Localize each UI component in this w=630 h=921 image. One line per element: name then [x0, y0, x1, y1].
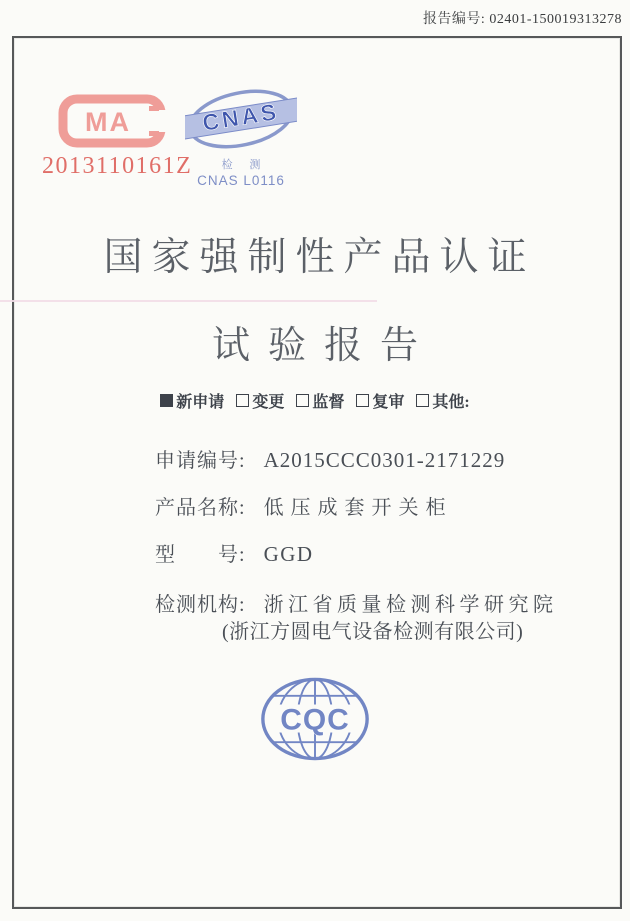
field-model: [155, 538, 314, 567]
cnas-registration-number: CNAS L0116: [197, 173, 285, 188]
cnas-caption-jiance: 检 测: [221, 159, 268, 171]
report-number-value: 02401-150019313278: [489, 12, 622, 27]
cma-logo: [42, 93, 193, 180]
field-value: 浙江省质量检测科学研究院: [263, 594, 558, 616]
checkbox-item-change: [236, 389, 284, 412]
checkbox-review: [356, 394, 369, 407]
checkbox-other: [416, 394, 429, 407]
sub-title: 试验报告: [211, 325, 436, 367]
checkbox-new-application: [160, 394, 173, 407]
cqc-mark-text: CQC: [280, 703, 350, 737]
field-application-number: [155, 444, 505, 473]
field-value: GGD: [263, 542, 314, 566]
checkbox-label: 新申请: [176, 394, 225, 411]
field-testing-organization-line2: (浙江方圆电气设备检测有限公司): [222, 621, 524, 643]
cnas-band-text: CNAS: [200, 98, 281, 136]
cma-certificate-number: 2013110161Z: [42, 153, 193, 179]
cqc-globe-icon: [259, 676, 371, 762]
checkbox-label: 监督: [312, 394, 345, 411]
checkbox-label: 变更: [252, 394, 285, 411]
cqc-logo: [258, 676, 372, 762]
main-title: 国家强制性产品认证: [103, 236, 536, 279]
cma-mark-icon: [57, 93, 167, 149]
field-label: 检测机构:: [155, 594, 246, 616]
report-number: [0, 8, 622, 28]
scan-artifact-line: [0, 300, 377, 302]
field-value: A2015CCC0301-2171229: [263, 448, 506, 472]
field-label: 产品名称:: [155, 497, 246, 519]
cnas-mark-icon: [185, 86, 297, 154]
checkbox-change: [236, 394, 249, 407]
report-number-label: 报告编号:: [422, 12, 486, 27]
checkbox-item-other: [416, 389, 469, 412]
cma-mark-text: MA: [85, 107, 131, 137]
cnas-logo: [184, 86, 298, 188]
field-label: 型 号:: [155, 544, 246, 566]
checkbox-label: 复审: [372, 394, 405, 411]
field-testing-organization: [155, 588, 558, 617]
application-type-row: [0, 389, 630, 412]
checkbox-item-supervision: [296, 389, 344, 412]
checkbox-label: 其他:: [432, 394, 470, 411]
field-value: 低压成套开关柜: [263, 497, 453, 519]
checkbox-item-new-application: [160, 389, 224, 412]
field-label: 申请编号:: [155, 450, 246, 472]
field-product-name: [155, 491, 453, 520]
checkbox-item-review: [356, 389, 404, 412]
checkbox-supervision: [296, 394, 309, 407]
